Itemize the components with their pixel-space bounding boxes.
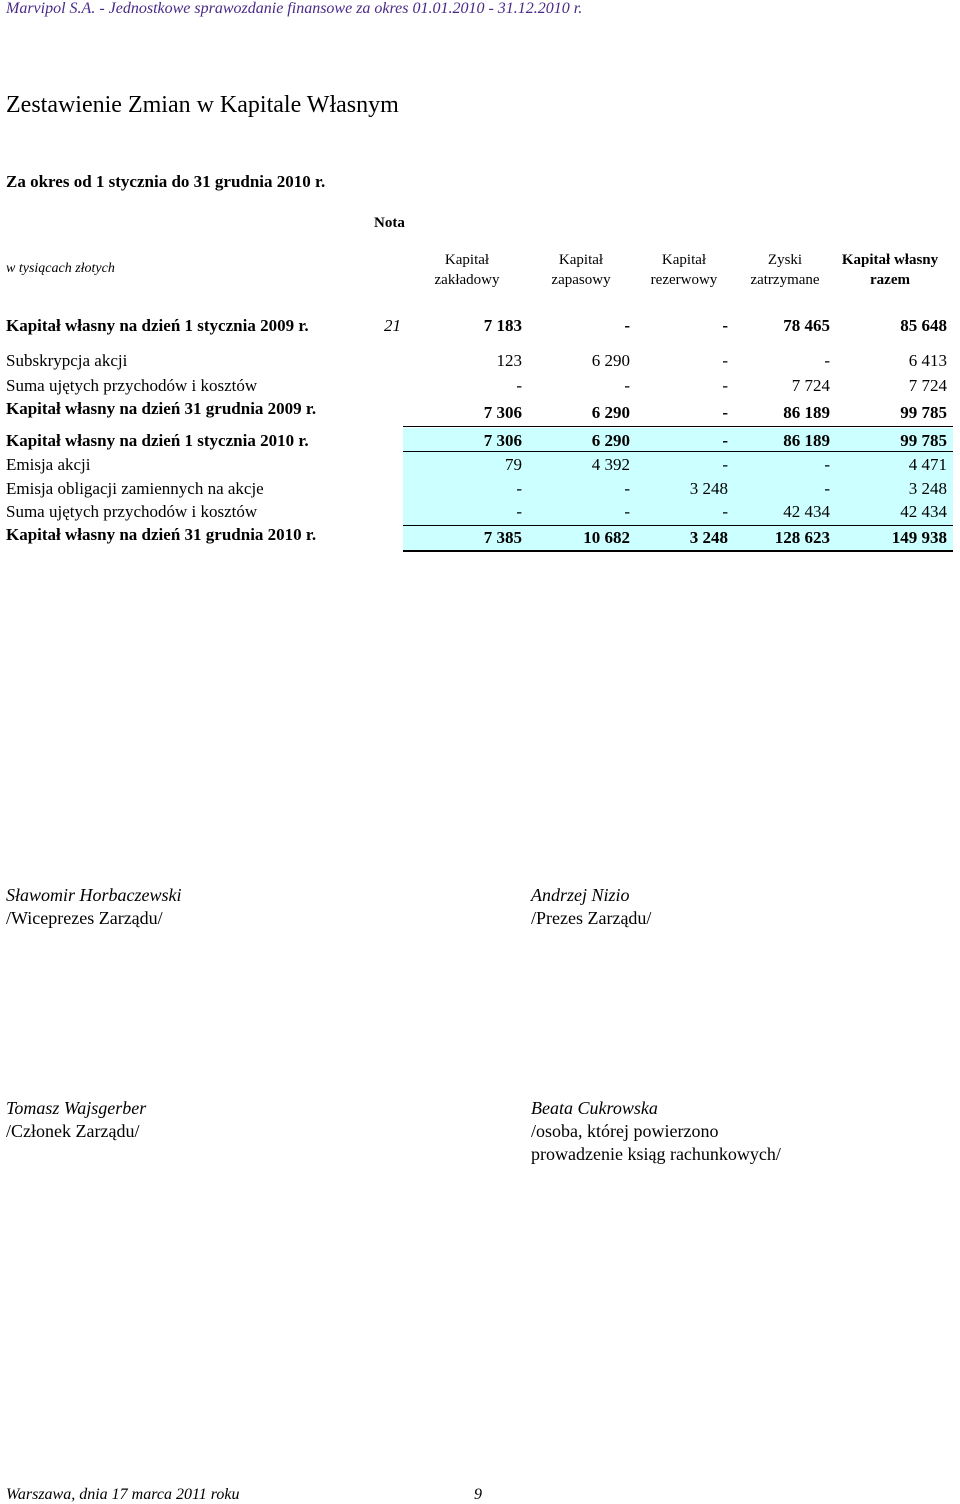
cell-reserve-capital: - xyxy=(722,502,728,521)
cell-supplementary-capital: - xyxy=(624,316,630,335)
row-label: Emisja obligacji zamiennych na akcje xyxy=(6,479,264,498)
cell-share-capital: 79 xyxy=(505,455,522,474)
cell-retained-earnings: 86 189 xyxy=(783,431,830,450)
table-row xyxy=(0,351,960,375)
cell-retained-earnings: 42 434 xyxy=(783,502,830,521)
page-number: 9 xyxy=(474,1486,482,1503)
signature-block xyxy=(531,884,651,930)
cell-share-capital: 7 385 xyxy=(483,528,522,547)
cell-total-equity: 42 434 xyxy=(900,502,947,521)
cell-reserve-capital: - xyxy=(722,316,728,335)
cell-supplementary-capital: 6 290 xyxy=(591,431,630,450)
signature-block xyxy=(6,1097,146,1143)
row-label: Emisja akcji xyxy=(6,455,91,474)
column-header-line1: Zyski xyxy=(767,252,803,268)
table-row xyxy=(0,431,960,455)
cell-retained-earnings: 7 724 xyxy=(791,376,830,395)
cell-share-capital: 7 306 xyxy=(483,403,522,422)
table-row xyxy=(0,455,960,479)
column-header-line1: Kapitał xyxy=(661,252,707,268)
row-label: Subskrypcja akcji xyxy=(6,351,128,370)
page-title: Zestawienie Zmian w Kapitale Własnym xyxy=(6,92,399,118)
cell-total-equity: 4 471 xyxy=(908,455,947,474)
cell-share-capital: 7 306 xyxy=(483,431,522,450)
signatory-role: /Prezes Zarządu/ xyxy=(531,908,652,928)
cell-total-equity: 3 248 xyxy=(908,479,947,498)
table-row xyxy=(0,525,960,552)
cell-supplementary-capital: - xyxy=(624,376,630,395)
cell-retained-earnings: 78 465 xyxy=(783,316,830,335)
cell-share-capital: - xyxy=(516,376,522,395)
cell-total-equity: 99 785 xyxy=(900,431,947,450)
column-header-retained-earnings xyxy=(730,250,840,290)
cell-retained-earnings: - xyxy=(824,455,830,474)
cell-supplementary-capital: 4 392 xyxy=(591,455,630,474)
cell-supplementary-capital: 10 682 xyxy=(583,528,630,547)
cell-total-equity: 99 785 xyxy=(900,403,947,422)
signature-block xyxy=(6,884,182,930)
signatory-role: /osoba, której powierzono xyxy=(531,1121,719,1141)
signature-block xyxy=(531,1097,781,1166)
table-row xyxy=(0,376,960,400)
signatory-name: Beata Cukrowska xyxy=(531,1098,658,1118)
cell-reserve-capital: - xyxy=(722,351,728,370)
cell-share-capital: 7 183 xyxy=(483,316,522,335)
cell-total-equity: 85 648 xyxy=(900,316,947,335)
signatory-name: Andrzej Nizio xyxy=(531,885,630,905)
cell-share-capital: 123 xyxy=(496,351,522,370)
column-header-supplementary-capital xyxy=(526,250,636,290)
signatory-role: /Wiceprezes Zarządu/ xyxy=(6,908,163,928)
cell-supplementary-capital: - xyxy=(624,502,630,521)
column-header-reserve-capital xyxy=(629,250,739,290)
table-row xyxy=(0,502,960,526)
column-header-line2: zatrzymane xyxy=(750,272,820,288)
column-header-line2: razem xyxy=(870,272,910,288)
cell-retained-earnings: 86 189 xyxy=(783,403,830,422)
footer-place-date: Warszawa, dnia 17 marca 2011 roku xyxy=(6,1486,240,1503)
cell-share-capital: - xyxy=(516,479,522,498)
table-row xyxy=(0,316,960,340)
column-header-share-capital xyxy=(412,250,522,290)
cell-reserve-capital: - xyxy=(722,403,728,422)
column-header-line2: zapasowy xyxy=(551,272,611,288)
reporting-period: Za okres od 1 stycznia do 31 grudnia 2010 r. xyxy=(6,172,326,191)
cell-total-equity: 149 938 xyxy=(891,528,947,547)
column-header-line2: zakładowy xyxy=(434,272,500,288)
column-header-line1: Kapitał xyxy=(558,252,604,268)
table-row xyxy=(0,479,960,503)
note-column-header: Nota xyxy=(374,215,405,231)
document-header: Marvipol S.A. - Jednostkowe sprawozdanie finansowe za okres 01.01.2010 - 31.12.2010 r. xyxy=(6,0,583,17)
signatory-role: /Członek Zarządu/ xyxy=(6,1121,140,1141)
cell-reserve-capital: - xyxy=(722,376,728,395)
column-header-line1: Kapitał xyxy=(444,252,490,268)
signatory-name: Sławomir Horbaczewski xyxy=(6,885,182,905)
row-label: Suma ujętych przychodów i kosztów xyxy=(6,376,258,395)
cell-supplementary-capital: 6 290 xyxy=(591,351,630,370)
column-header-total-equity xyxy=(835,250,945,290)
cell-total-equity: 7 724 xyxy=(908,376,947,395)
table-row xyxy=(0,399,960,427)
row-note: 21 xyxy=(384,316,401,335)
cell-reserve-capital: 3 248 xyxy=(689,479,728,498)
cell-retained-earnings: 128 623 xyxy=(774,528,830,547)
signatory-name: Tomasz Wajsgerber xyxy=(6,1098,147,1118)
row-label: Kapitał własny na dzień 1 stycznia 2009 r. xyxy=(6,316,309,335)
cell-total-equity: 6 413 xyxy=(908,351,947,370)
column-header-line1: Kapitał własny xyxy=(841,252,939,268)
units-label: w tysiącach złotych xyxy=(6,261,115,276)
column-header-line2: rezerwowy xyxy=(650,272,718,288)
cell-supplementary-capital: 6 290 xyxy=(591,403,630,422)
row-label: Kapitał własny na dzień 1 stycznia 2010 r. xyxy=(6,431,309,450)
cell-retained-earnings: - xyxy=(824,479,830,498)
row-label: Suma ujętych przychodów i kosztów xyxy=(6,502,258,521)
cell-reserve-capital: - xyxy=(722,431,728,450)
cell-reserve-capital: - xyxy=(722,455,728,474)
signatory-role-continued: prowadzenie ksiąg rachunkowych/ xyxy=(531,1144,781,1164)
cell-reserve-capital: 3 248 xyxy=(689,528,728,547)
cell-retained-earnings: - xyxy=(824,351,830,370)
cell-share-capital: - xyxy=(516,502,522,521)
cell-supplementary-capital: - xyxy=(624,479,630,498)
row-label: Kapitał własny na dzień 31 grudnia 2010 r. xyxy=(6,525,317,544)
row-label: Kapitał własny na dzień 31 grudnia 2009 r. xyxy=(6,399,317,418)
